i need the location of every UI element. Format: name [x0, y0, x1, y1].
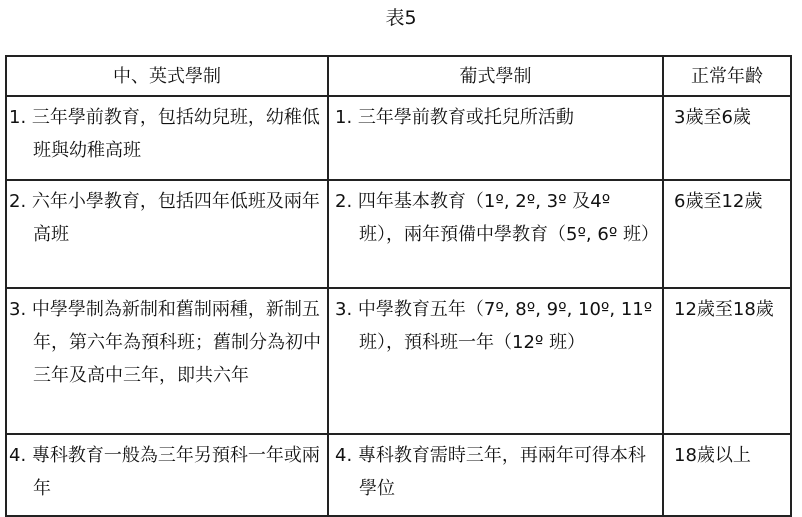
- table-row: [6, 96, 791, 180]
- cell-english-system: [6, 434, 328, 516]
- cell-portuguese-system: [328, 288, 663, 434]
- table-row: [6, 180, 791, 288]
- cell-portuguese-system: [328, 434, 663, 516]
- portuguese-system-text: 1. 三年學前教育或托兒所活動: [335, 107, 574, 128]
- cell-portuguese-system: [328, 180, 663, 288]
- header-age: 正常年齡: [663, 56, 791, 96]
- header-english-system: 中、英式學制: [6, 56, 328, 96]
- english-system-text: 2. 六年小學教育，包括四年低班及兩年高班: [9, 191, 320, 245]
- cell-age: 18歲以上: [663, 434, 791, 516]
- education-system-table: [5, 55, 792, 517]
- portuguese-system-text: 3. 中學教育五年（7º, 8º, 9º, 10º, 11º 班），預科班一年（12º 班）: [335, 299, 653, 353]
- cell-age: 12歲至18歲: [663, 288, 791, 434]
- english-system-text: 1. 三年學前教育，包括幼兒班，幼稚低班與幼稚高班: [9, 107, 320, 161]
- header-portuguese-system: 葡式學制: [328, 56, 663, 96]
- english-system-text: 4. 專科教育一般為三年另預科一年或兩年: [9, 445, 320, 499]
- table-row: [6, 288, 791, 434]
- table-row: [6, 434, 791, 516]
- table-header-row: [6, 56, 791, 96]
- cell-age: 3歲至6歲: [663, 96, 791, 180]
- cell-english-system: [6, 288, 328, 434]
- cell-portuguese-system: [328, 96, 663, 180]
- cell-english-system: [6, 96, 328, 180]
- cell-age: 6歲至12歲: [663, 180, 791, 288]
- english-system-text: 3. 中學學制為新制和舊制兩種，新制五年，第六年為預科班；舊制分為初中三年及高中三年，即共六年: [9, 299, 321, 386]
- portuguese-system-text: 2. 四年基本教育（1º, 2º, 3º 及4º 班），兩年預備中學教育（5º, 6º 班）: [335, 191, 660, 245]
- portuguese-system-text: 4. 專科教育需時三年，再兩年可得本科學位: [335, 445, 646, 499]
- cell-english-system: [6, 180, 328, 288]
- table-caption: 表5: [385, 7, 417, 29]
